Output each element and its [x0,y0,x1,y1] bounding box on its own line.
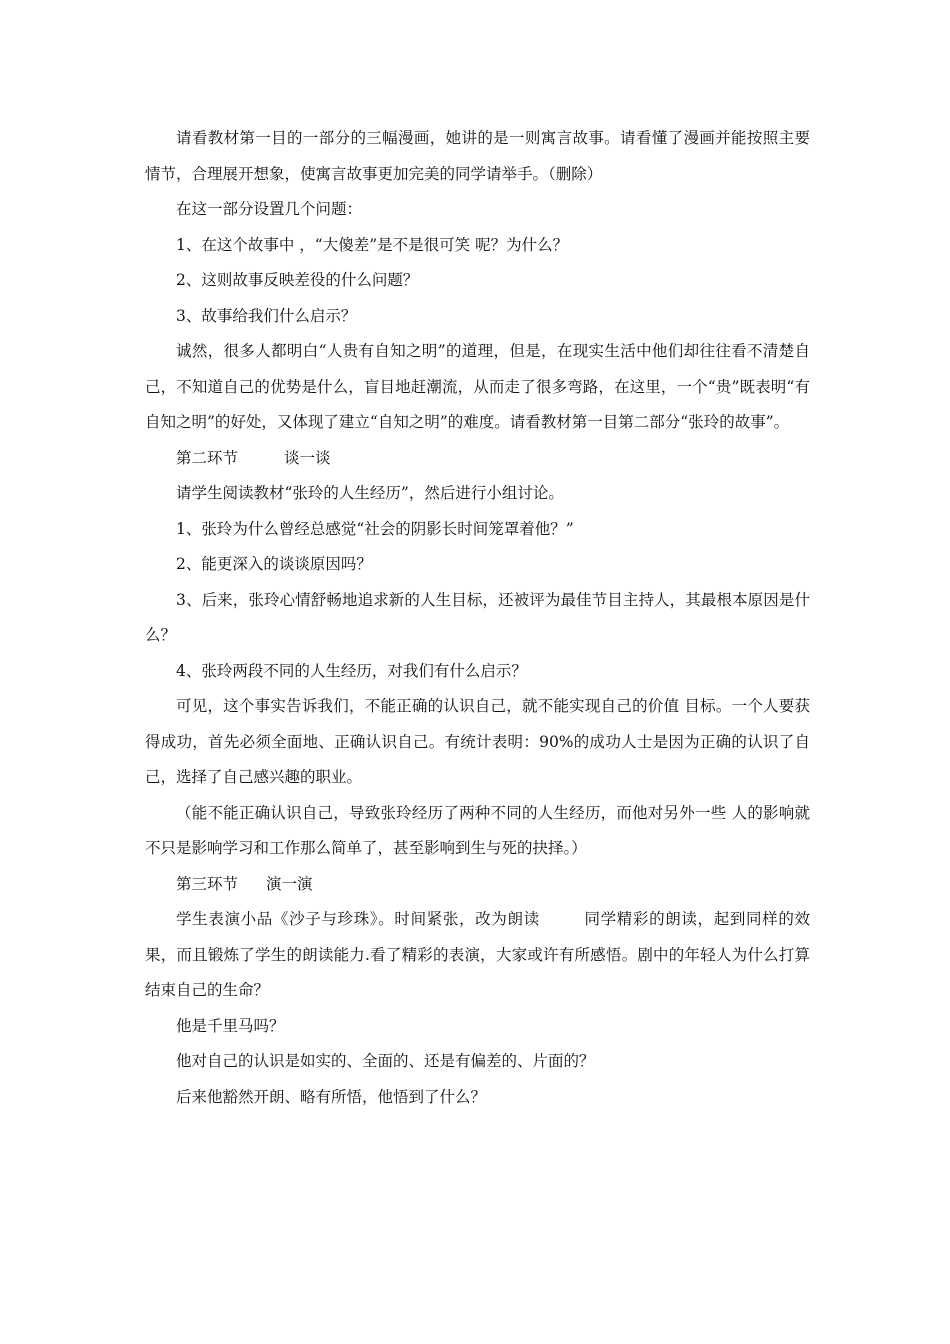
paragraph: 请学生阅读教材“张玲的人生经历”，然后进行小组讨论。 [176,484,564,502]
question-item: 2、这则故事反映差役的什么问题？ [176,271,419,289]
paragraph: 可见，这个事实告诉我们，不能正确的认识自己，就不能实现自己的价值 目标。一个人要获得成功，首先必须全面地、正确认识自己。有统计表明：90%的成功人士是因为正确的认识了自己，选择了自己感兴趣的职业。 [145,697,810,786]
question-item: 后来他豁然开朗、略有所悟，他悟到了什么？ [176,1087,487,1106]
question-item: 2、能更深入的谈谈原因吗？ [176,555,372,573]
question-item: 他是千里马吗？ [176,1016,285,1035]
section-heading-2 [145,441,810,477]
paragraph-part: 同学精彩的朗读，起到同样的效果，而且锻炼了学生的朗读能力.看了精彩的表演，大家或许有所感悟。剧中的年轻人为什么打算结束自己的生命？ [145,910,810,999]
section-title: 谈一谈 [284,448,331,467]
section-heading-3 [145,867,810,903]
question-item: 3、后来，张玲心情舒畅地追求新的人生目标，还被评为最佳节目主持人，其最根本原因是什么？ [145,590,810,644]
paragraph [145,902,810,1009]
question-item: 1、张玲为什么曾经总感觉“社会的阴影长时间笼罩着他？” [176,519,574,538]
paragraph: 诚然，很多人都明白“人贵有自知之明”的道理，但是，在现实生活中他们却往往看不清楚自己，不知道自己的优势是什么，盲目地赶潮流，从而走了很多弯路，在这里，一个“贵”既表明“有自知之明”的好处，又体现了建立“自知之明”的难度。请看教材第一目第二部分“张玲的故事”。 [145,342,810,431]
paragraph: （能不能正确认识自己，导致张玲经历了两种不同的人生经历，而他对另外一些 人的影响就不只是影响学习和工作那么简单了，甚至影响到生与死的抉择。） [145,803,810,857]
question-item: 3、故事给我们什么启示？ [176,306,357,325]
paragraph: 请看教材第一目的一部分的三幅漫画，她讲的是一则寓言故事。请看懂了漫画并能按照主要情节，合理展开想象，使寓言故事更加完美的同学请举手。（删除） [145,129,810,183]
paragraph-part: 学生表演小品《沙子与珍珠》。时间紧张，改为朗读 [176,910,540,928]
question-item: 1、在这个故事中 ，“大傻差”是不是很可笑 呢？为什么？ [176,235,569,254]
section-label: 第三环节 [176,874,239,893]
section-label: 第二环节 [176,448,239,467]
document-body [145,121,810,1115]
section-title: 演一演 [266,874,313,893]
question-item: 他对自己的认识是如实的、全面的、还是有偏差的、片面的？ [176,1052,595,1070]
question-item: 4、张玲两段不同的人生经历，对我们有什么启示？ [176,661,527,680]
paragraph: 在这一部分设置几个问题： [176,200,363,218]
